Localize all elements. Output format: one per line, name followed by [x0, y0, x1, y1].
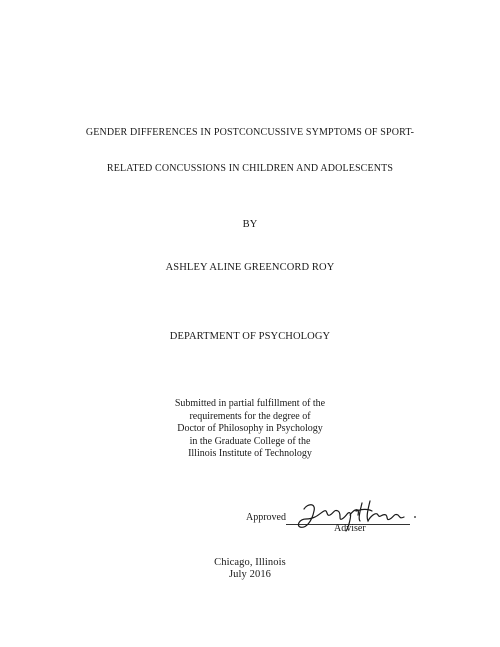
- submission-statement: [0, 398, 500, 461]
- approved-label: Approved: [246, 512, 286, 523]
- submission-line-1: Submitted in partial fulfillment of the: [174, 398, 326, 409]
- place: Chicago, Illinois: [214, 557, 286, 568]
- approval-block: [246, 503, 446, 543]
- title-line-2: RELATED CONCUSSIONS IN CHILDREN AND ADOLESCENTS: [106, 163, 394, 174]
- submission-line-4: in the Graduate College of the: [189, 435, 311, 447]
- author-name: ASHLEY ALINE GREENCORD ROY: [165, 262, 335, 273]
- advisor-label: Adviser: [334, 523, 366, 534]
- department-name: DEPARTMENT OF PSYCHOLOGY: [169, 331, 331, 342]
- date: July 2016: [228, 569, 272, 580]
- submission-line-5: Illinois Institute of Technology: [188, 448, 312, 459]
- title-line-1: GENDER DIFFERENCES IN POSTCONCUSSIVE SYMPTOMS OF SPORT-: [85, 127, 415, 138]
- by-label: BY: [242, 219, 258, 230]
- submission-line-3: Doctor of Philosophy in Psychology: [177, 423, 323, 434]
- submission-line-2: requirements for the degree of: [189, 410, 311, 422]
